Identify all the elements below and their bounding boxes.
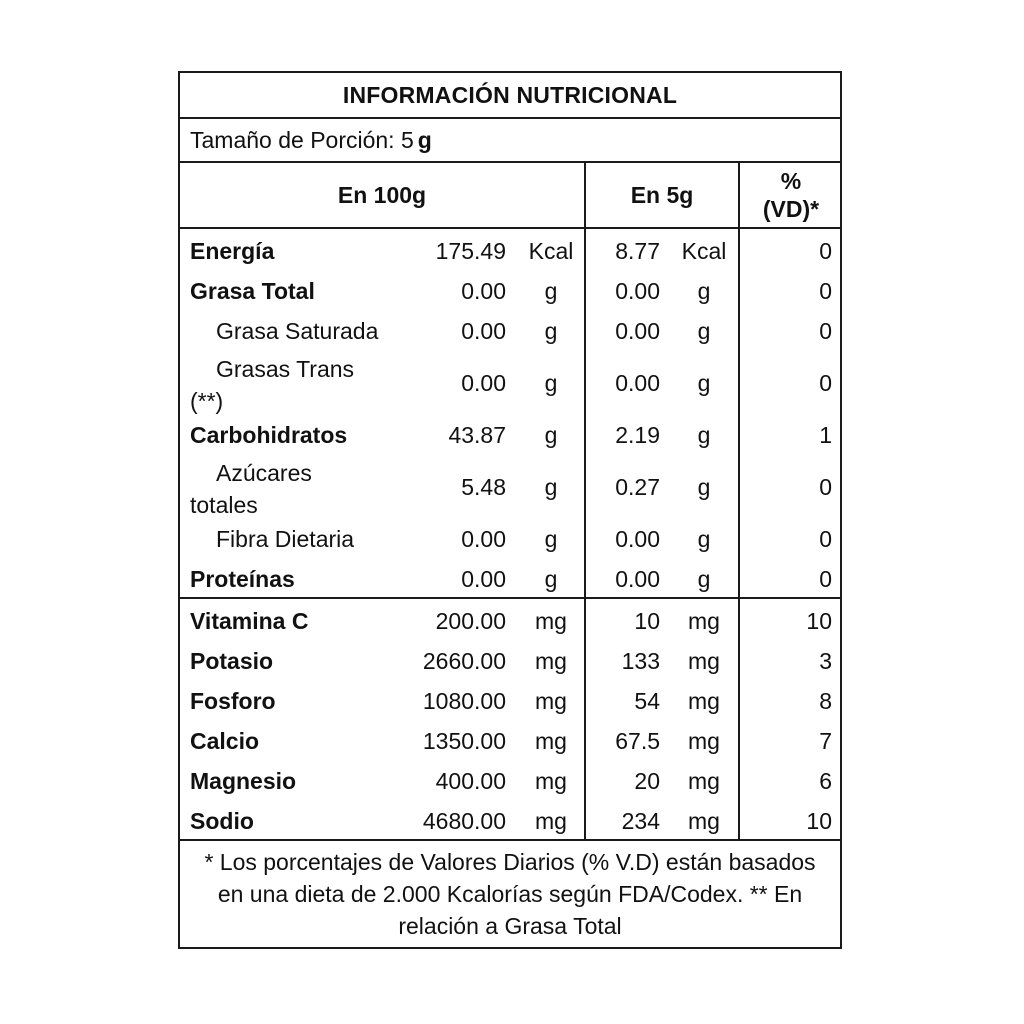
value-per-100g: 175.49 (435, 237, 506, 264)
nutrient-name-line2: totales (190, 492, 258, 518)
header-dv-line1: % (780, 168, 802, 194)
value-per-serving: 8.77 (615, 237, 660, 264)
value-per-100g: 43.87 (448, 421, 506, 448)
mineral-name: Sodio (190, 808, 254, 834)
nutrient-name-line1: Azúcares (216, 460, 312, 486)
unit-per-serving: g (697, 317, 711, 344)
table-row (180, 519, 840, 559)
table-row (180, 415, 840, 455)
value-per-serving: 0.27 (615, 473, 660, 500)
unit-per-100g: mg (535, 647, 567, 674)
mineral-name: Calcio (190, 728, 260, 754)
nutrient-name (190, 455, 440, 521)
nutrient-name: Carbohidratos (190, 422, 348, 448)
serving-size-text: Tamaño de Porción: 5 (190, 126, 414, 153)
header-per-100g: En 100g (180, 163, 586, 229)
value-per-serving: 20 (634, 767, 660, 794)
daily-value-percent: 0 (819, 237, 832, 264)
unit-per-serving: Kcal (681, 237, 727, 264)
unit-per-100g: mg (535, 687, 567, 714)
unit-per-serving: g (697, 277, 711, 304)
mineral-name: Fosforo (190, 688, 276, 714)
mineral-name: Magnesio (190, 768, 297, 794)
nutrient-name-line2: (**) (190, 388, 224, 414)
value-per-serving: 67.5 (615, 727, 660, 754)
daily-value-percent: 0 (819, 525, 832, 552)
nutrient-name: Grasa Saturada (216, 318, 379, 344)
nutrient-name: Energía (190, 238, 275, 264)
unit-per-100g: Kcal (528, 237, 574, 264)
unit-per-100g: mg (535, 767, 567, 794)
value-per-serving: 0.00 (615, 565, 660, 592)
nutrient-name (190, 351, 440, 417)
value-per-serving: 0.00 (615, 525, 660, 552)
unit-per-serving: g (697, 565, 711, 592)
unit-per-serving: g (697, 525, 711, 552)
unit-per-100g: g (544, 277, 558, 304)
daily-value-percent: 0 (819, 369, 832, 396)
table-row (180, 231, 840, 271)
table-row (180, 761, 840, 801)
header-daily-value (740, 163, 842, 229)
value-per-100g: 5.48 (461, 473, 506, 500)
unit-per-serving: mg (688, 727, 720, 754)
table-row (180, 559, 840, 599)
unit-per-100g: g (544, 421, 558, 448)
unit-per-100g: mg (535, 727, 567, 754)
serving-size (180, 119, 840, 163)
unit-per-100g: g (544, 525, 558, 552)
table-row (180, 681, 840, 721)
unit-per-serving: mg (688, 767, 720, 794)
table-row (180, 601, 840, 641)
daily-value-percent: 6 (819, 767, 832, 794)
table-row (180, 641, 840, 681)
unit-per-serving: g (697, 421, 711, 448)
unit-per-serving: mg (688, 647, 720, 674)
daily-value-percent: 7 (819, 727, 832, 754)
daily-value-percent: 0 (819, 277, 832, 304)
value-per-100g: 1080.00 (422, 687, 506, 714)
value-per-serving: 0.00 (615, 369, 660, 396)
unit-per-100g: g (544, 369, 558, 396)
nutrient-name: Grasa Total (190, 278, 315, 304)
unit-per-100g: g (544, 317, 558, 344)
header-dv-line2: (VD)* (762, 196, 820, 222)
value-per-serving: 0.00 (615, 277, 660, 304)
unit-per-serving: g (697, 473, 711, 500)
serving-size-unit: g (417, 126, 432, 153)
label-title: INFORMACIÓN NUTRICIONAL (180, 73, 840, 119)
value-per-100g: 0.00 (461, 277, 506, 304)
value-per-serving: 10 (634, 607, 660, 634)
table-row (180, 801, 840, 841)
daily-value-percent: 3 (819, 647, 832, 674)
value-per-100g: 0.00 (461, 369, 506, 396)
value-per-100g: 4680.00 (422, 807, 506, 834)
value-per-serving: 0.00 (615, 317, 660, 344)
unit-per-100g: mg (535, 607, 567, 634)
value-per-100g: 0.00 (461, 525, 506, 552)
table-row (180, 351, 840, 415)
unit-per-100g: g (544, 565, 558, 592)
section-divider (180, 597, 840, 599)
nutrient-name: Proteínas (190, 566, 295, 592)
value-per-serving: 133 (621, 647, 660, 674)
value-per-100g: 200.00 (435, 607, 506, 634)
value-per-100g: 1350.00 (422, 727, 506, 754)
value-per-serving: 234 (621, 807, 660, 834)
unit-per-serving: mg (688, 607, 720, 634)
value-per-100g: 2660.00 (422, 647, 506, 674)
unit-per-100g: mg (535, 807, 567, 834)
unit-per-serving: mg (688, 807, 720, 834)
nutrition-label (178, 71, 842, 949)
daily-value-percent: 0 (819, 317, 832, 344)
value-per-100g: 400.00 (435, 767, 506, 794)
value-per-serving: 54 (634, 687, 660, 714)
table-row (180, 271, 840, 311)
value-per-serving: 2.19 (615, 421, 660, 448)
daily-value-percent: 8 (819, 687, 832, 714)
daily-value-percent: 1 (819, 421, 832, 448)
daily-value-percent: 10 (806, 607, 832, 634)
daily-value-percent: 10 (806, 807, 832, 834)
table-row (180, 721, 840, 761)
daily-value-percent: 0 (819, 473, 832, 500)
nutrient-name: Fibra Dietaria (216, 526, 355, 552)
unit-per-100g: g (544, 473, 558, 500)
table-row (180, 455, 840, 519)
value-per-100g: 0.00 (461, 317, 506, 344)
nutrient-name-line1: Grasas Trans (216, 356, 355, 382)
table-row (180, 311, 840, 351)
header-per-serving: En 5g (586, 163, 740, 229)
value-per-100g: 0.00 (461, 565, 506, 592)
footnote: * Los porcentajes de Valores Diarios (% V.D) están basados en una dieta de 2.000 Kcalorías según FDA/Codex. ** En relación a Grasa Total (204, 849, 816, 939)
unit-per-serving: g (697, 369, 711, 396)
mineral-name: Vitamina C (190, 608, 309, 634)
mineral-name: Potasio (190, 648, 274, 674)
unit-per-serving: mg (688, 687, 720, 714)
daily-value-percent: 0 (819, 565, 832, 592)
